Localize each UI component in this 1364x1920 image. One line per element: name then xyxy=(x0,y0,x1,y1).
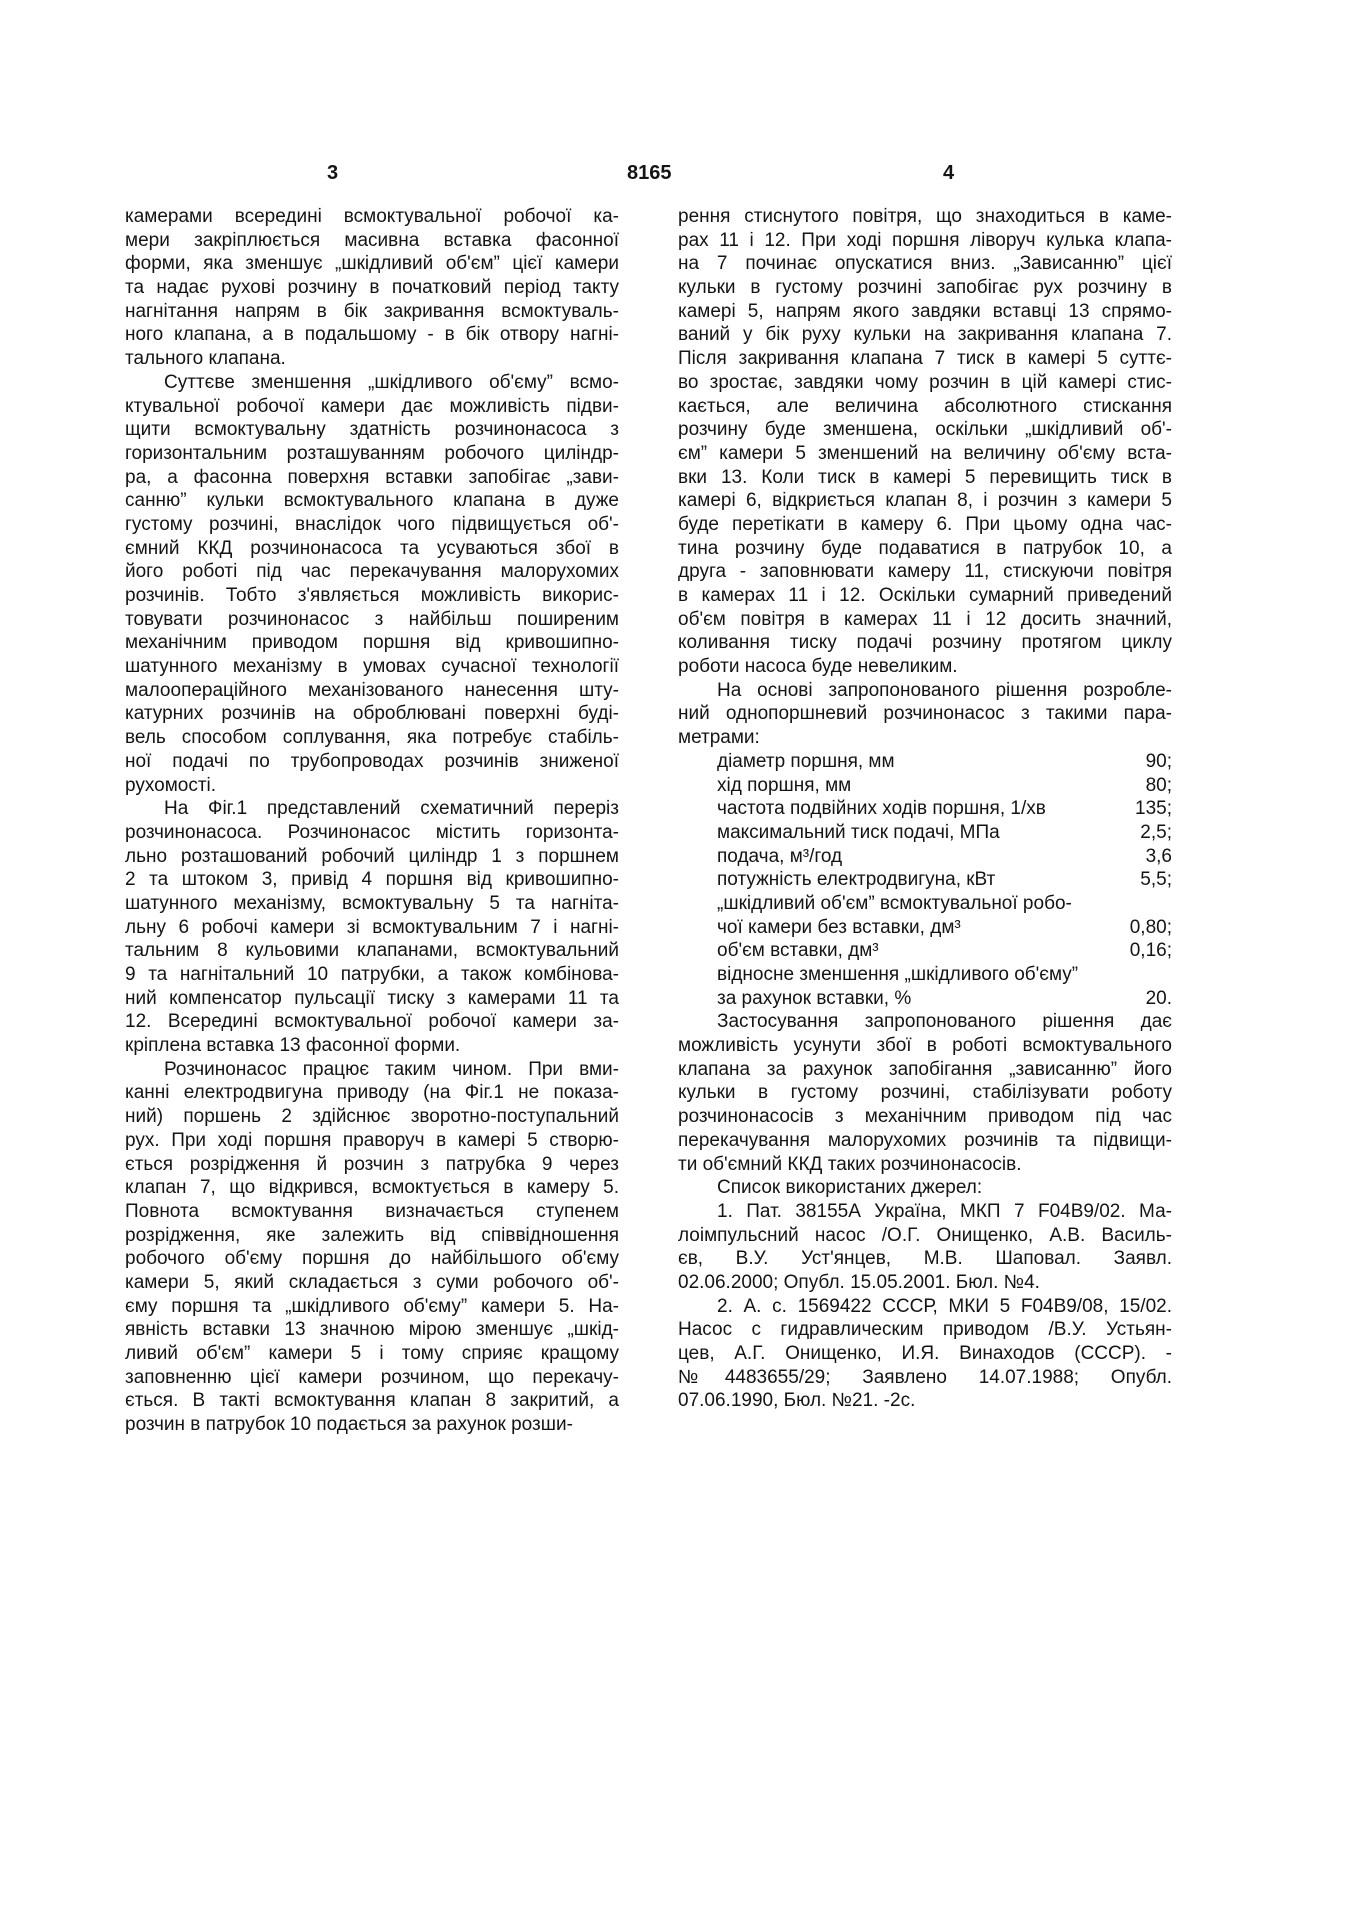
text-line: механічним приводом поршня від кривошипно- xyxy=(125,632,619,654)
text-line: розчинів. Тобто з'являється можливість викорис- xyxy=(125,585,619,606)
parameter-label: чої камери без вставки, дм³ xyxy=(717,916,961,938)
text-line: товувати розчинонасос з найбільш поширеним xyxy=(125,608,619,630)
text-line: явність вставки 13 значною мірою зменшує „шкід- xyxy=(125,1319,619,1341)
text-line: густому розчині, внаслідок чого підвищується об'- xyxy=(125,513,619,535)
text-line: Застосування запропонованого рішення дає xyxy=(717,1011,1172,1033)
text-line: єм” камери 5 зменшений на величину об'єму вста- xyxy=(678,442,1172,464)
text-line: ний компенсатор пульсації тиску з камерами 11 та xyxy=(125,987,619,1009)
parameter-label: діаметр поршня, мм xyxy=(717,750,895,772)
text-line: №4483655/29; Заявлено 14.07.1988; Опубл. xyxy=(678,1366,1172,1388)
parameter-label: хід поршня, мм xyxy=(717,774,852,796)
text-line: коливання тиску подачі розчину протягом циклу xyxy=(678,632,1172,654)
paragraph xyxy=(125,1058,619,1437)
text-line: цев, А.Г. Онищенко, И.Я. Винаходов (СССР). - xyxy=(678,1343,1172,1364)
text-line: єв, В.У. Уст'янцев, М.В. Шаповал. Заявл. xyxy=(678,1248,1172,1270)
text-line: його роботі під час перекачування малорухомих xyxy=(125,561,619,583)
text-line: камері 5, напрям якого завдяки вставці 13 спрямо- xyxy=(678,300,1172,322)
text-line: кульки в густому розчині запобігає рух розчину в xyxy=(678,277,1172,299)
text-line: канні електродвигуна приводу (на Фіг.1 не показа- xyxy=(125,1082,619,1104)
text-line: друга - заповнювати камеру 11, стискуючи повітря xyxy=(678,561,1172,583)
text-line: єму поршня та „шкідливого об'єму” камери 5. На- xyxy=(125,1295,619,1317)
text-line: камері 6, відкриється клапан 8, і розчин з камери 5 xyxy=(678,490,1172,512)
text-line: 2. А. с. 1569422 СССР, МКИ 5 F04B9/08, 15/02. xyxy=(717,1295,1172,1317)
text-line: во зростає, завдяки чому розчин в цій камері стис- xyxy=(678,371,1172,393)
parameter-row xyxy=(678,939,1172,963)
parameter-label: подача, м³/год xyxy=(717,845,843,867)
paragraph xyxy=(125,205,619,371)
text-line: та надає рухові розчину в початковий період такту xyxy=(125,277,619,299)
text-column-left xyxy=(125,205,619,1437)
parameter-row xyxy=(678,892,1172,916)
parameter-row xyxy=(678,987,1172,1011)
text-line: метрами: xyxy=(678,727,760,749)
parameter-value: 0,80; xyxy=(1129,916,1172,938)
parameters-list xyxy=(678,750,1172,1011)
text-line: 02.06.2000; Опубл. 15.05.2001. Бюл. №4. xyxy=(678,1271,1040,1293)
parameter-label: відносне зменшення „шкідливого об'єму” xyxy=(717,964,1079,985)
text-line: клапана за рахунок запобігання „зависанню” його xyxy=(678,1058,1172,1080)
text-line: ти об'ємний ККД таких розчинонасосів. xyxy=(678,1153,1022,1175)
text-line: льну 6 робочі камери зі всмоктувальним 7 і нагні- xyxy=(125,916,619,938)
text-line: Насос с гидравлическим приводом /В.У. Устьян- xyxy=(678,1319,1172,1341)
text-line: ра, а фасонна поверхня вставки запобігає „зави- xyxy=(125,466,619,488)
paragraph xyxy=(678,1176,1172,1200)
text-line: шатунного механізму, всмоктувальну 5 та нагніта- xyxy=(125,892,619,914)
text-line: катурних розчинів на оброблювані поверхні буді- xyxy=(125,703,619,725)
parameter-row xyxy=(678,845,1172,869)
text-line: ваний у бік руху кульки на закривання клапана 7. xyxy=(678,324,1172,346)
parameter-row xyxy=(678,821,1172,845)
text-line: ливий об'єм” камери 5 і тому сприяє кращому xyxy=(125,1343,619,1364)
parameter-value: 5,5; xyxy=(1140,869,1172,891)
page-number-left: 3 xyxy=(327,162,339,184)
text-line: малоопераційного механізованого нанесення шту- xyxy=(125,679,619,701)
text-line: перекачування малорухомих розчинів та підвищи- xyxy=(678,1129,1172,1151)
text-line: ктувальної робочої камери дає можливість підви- xyxy=(125,395,619,417)
text-line: кріплена вставка 13 фасонної форми. xyxy=(125,1035,461,1057)
parameter-label: „шкідливий об'єм” всмоктувальної робо- xyxy=(717,892,1072,914)
text-line: Список використаних джерел: xyxy=(717,1177,983,1199)
text-line: камери 5, який складається з суми робочого об'- xyxy=(125,1271,619,1293)
parameter-value: 3,6 xyxy=(1145,845,1172,867)
text-line: щити всмоктувальну здатність розчинонасоса з xyxy=(125,419,619,441)
text-column-right xyxy=(678,205,1172,1413)
text-line: кульки в густому розчині, стабілізувати роботу xyxy=(678,1082,1172,1104)
parameter-value: 135; xyxy=(1135,798,1172,820)
text-line: нагнітання напрям в бік закривання всмоктуваль- xyxy=(125,300,619,322)
text-line: ної подачі по трубопроводах розчинів зниженої xyxy=(125,750,619,772)
text-line: ний) поршень 2 здійснює зворотно-поступальний xyxy=(125,1106,619,1128)
text-line: санню” кульки всмоктувального клапана в дуже xyxy=(125,490,619,512)
text-line: розчинонасосів з механічним приводом під час xyxy=(678,1106,1172,1128)
text-line: вель способом соплування, яка потребує стабіль- xyxy=(125,727,619,749)
text-line: можливість усунути збої в роботі всмоктувального xyxy=(678,1035,1172,1057)
text-line: ного клапана, а в подальшому - в бік отвору нагні- xyxy=(125,324,619,346)
parameter-row xyxy=(678,916,1172,940)
patent-number: 8165 xyxy=(627,162,672,184)
text-line: розчину буде зменшена, оскільки „шкідливий об'- xyxy=(678,419,1172,441)
parameter-row xyxy=(678,868,1172,892)
paragraph xyxy=(125,797,619,1058)
text-line: тина розчину буде подаватися в патрубок 10, а xyxy=(678,537,1172,559)
text-line: На Фіг.1 представлений схематичний переріз xyxy=(164,798,619,820)
text-line: Повнота всмоктування визначається ступенем xyxy=(125,1200,619,1222)
page-number-right: 4 xyxy=(943,162,955,184)
text-line: розчинонасоса. Розчинонасос містить горизонта- xyxy=(125,821,619,843)
parameter-label: об'єм вставки, дм³ xyxy=(717,940,879,962)
parameter-row xyxy=(678,963,1172,987)
text-line: 07.06.1990, Бюл. №21. -2с. xyxy=(678,1390,916,1412)
paragraph xyxy=(678,1010,1172,1176)
text-line: буде перетікати в камеру 6. При цьому одна час- xyxy=(678,513,1172,535)
text-line: рух. При ході поршня праворуч в камері 5 створю- xyxy=(125,1129,619,1151)
text-line: тальним 8 кульовими клапанами, всмоктувальний xyxy=(125,940,619,962)
paragraph xyxy=(678,1295,1172,1413)
text-line: Після закривання клапана 7 тиск в камері 5 суттє- xyxy=(678,348,1172,370)
text-line: ється розрідження й розчин з патрубка 9 через xyxy=(125,1153,619,1175)
parameter-value: 20. xyxy=(1145,987,1172,1009)
text-line: рухомості. xyxy=(125,774,217,796)
text-line: 9 та нагнітальний 10 патрубки, а також комбінова- xyxy=(125,964,619,985)
paragraph xyxy=(678,679,1172,750)
text-line: розчин в патрубок 10 подається за рахунок розши- xyxy=(125,1414,573,1436)
text-line: рення стиснутого повітря, що знаходиться в каме- xyxy=(678,206,1172,227)
text-line: Розчинонасос працює таким чином. При вми- xyxy=(164,1058,619,1080)
parameter-label: потужність електродвигуна, кВт xyxy=(717,869,996,891)
text-line: розрідження, яке залежить від співвідношення xyxy=(125,1224,619,1246)
parameter-value: 90; xyxy=(1145,750,1172,772)
parameter-row xyxy=(678,750,1172,774)
text-line: вки 13. Коли тиск в камері 5 перевищить тиск в xyxy=(678,466,1172,488)
paragraph xyxy=(678,205,1172,679)
text-line: мери закріплюється масивна вставка фасонної xyxy=(125,229,619,251)
text-line: ється. В такті всмоктування клапан 8 закритий, а xyxy=(125,1390,619,1412)
paragraph xyxy=(678,1200,1172,1295)
text-line: роботи насоса буде невеликим. xyxy=(678,656,958,678)
text-line: клапан 7, що відкрився, всмоктується в камеру 5. xyxy=(125,1177,619,1199)
text-line: заповненню цієї камери розчином, що перекачу- xyxy=(125,1366,619,1388)
text-line: 1. Пат. 38155А Україна, МКП 7 F04B9/02. Ма- xyxy=(717,1200,1172,1222)
parameter-value: 80; xyxy=(1145,774,1172,796)
parameter-row xyxy=(678,774,1172,798)
parameter-label: частота подвійних ходів поршня, 1/хв xyxy=(717,798,1046,820)
text-line: ємний ККД розчинонасоса та усуваються збої в xyxy=(125,537,619,559)
parameter-label: максимальний тиск подачі, МПа xyxy=(717,821,1000,843)
parameter-value: 2,5; xyxy=(1140,821,1172,843)
text-line: рах 11 і 12. При ході поршня ліворуч кулька клапа- xyxy=(678,229,1172,251)
paragraph xyxy=(125,371,619,797)
text-line: Суттєве зменшення „шкідливого об'єму” всмо- xyxy=(164,371,619,393)
text-line: льно розташований робочий циліндр 1 з поршнем xyxy=(125,845,619,867)
text-line: 12. Всередині всмоктувальної робочої камери за- xyxy=(125,1011,619,1033)
text-line: тального клапана. xyxy=(125,348,286,370)
text-line: 2 та штоком 3, привід 4 поршня від кривошипно- xyxy=(125,869,619,891)
text-line: На основі запропонованого рішення розробле- xyxy=(717,679,1172,701)
text-line: в камерах 11 і 12. Оскільки сумарний приведений xyxy=(678,585,1172,606)
parameter-label: за рахунок вставки, % xyxy=(717,987,912,1009)
text-line: робочого об'єму поршня до найбільшого об'єму xyxy=(125,1248,619,1270)
text-line: камерами всередині всмоктувальної робочої ка- xyxy=(125,206,619,227)
text-line: ний однопоршневий розчинонасос з такими пара- xyxy=(678,703,1172,725)
text-line: кається, але величина абсолютного стискання xyxy=(678,395,1172,417)
text-line: на 7 починає опускатися вниз. „Зависанню” цієї xyxy=(678,253,1172,275)
text-line: лоімпульсний насос /О.Г. Онищенко, А.В. Василь- xyxy=(678,1224,1172,1246)
parameter-value: 0,16; xyxy=(1129,940,1172,962)
text-line: шатунного механізму в умовах сучасної технології xyxy=(125,656,619,678)
parameter-row xyxy=(678,797,1172,821)
text-line: горизонтальним розташуванням робочого циліндр- xyxy=(125,442,619,464)
text-line: об'єм повітря в камерах 11 і 12 досить значний, xyxy=(678,608,1172,630)
text-line: форми, яка зменшує „шкідливий об'єм” цієї камери xyxy=(125,253,619,275)
